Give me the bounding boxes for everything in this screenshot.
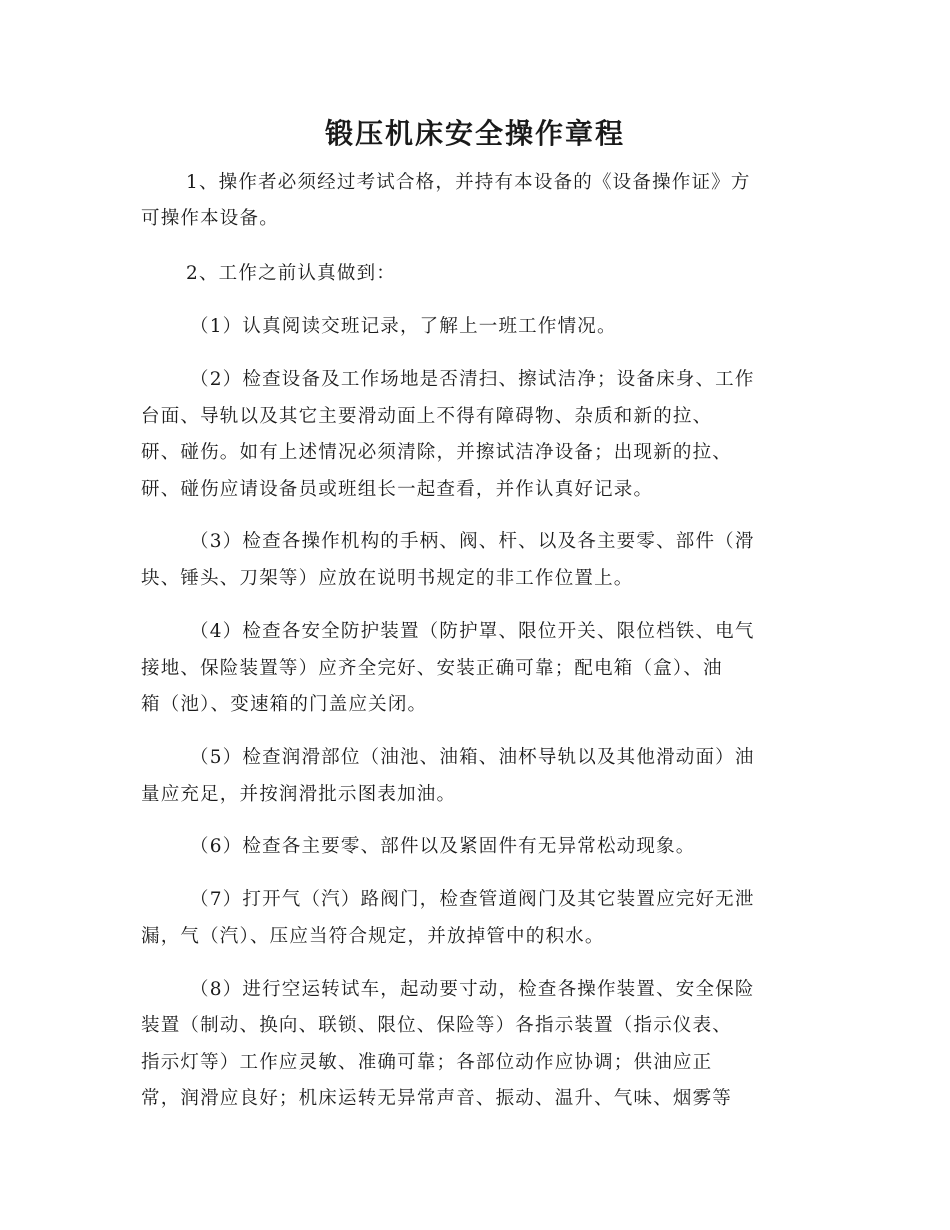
document-title: 锻压机床安全操作章程 xyxy=(324,117,625,150)
paragraph-line: 研、碰伤。如有上述情况必须清除，并擦试洁净设备；出现新的拉、 xyxy=(141,442,733,463)
paragraph-line: 2、工作之前认真做到： xyxy=(186,263,396,284)
paragraph-line: 台面、导轨以及其它主要滑动面上不得有障碍物、杂质和新的拉、 xyxy=(141,406,713,427)
paragraph-line: （1）认真阅读交班记录，了解上一班工作情况。 xyxy=(190,316,617,337)
paragraph-line: 可操作本设备。 xyxy=(141,208,279,229)
paragraph-line: 装置（制动、换向、联锁、限位、保险等）各指示装置（指示仪表、 xyxy=(141,1015,733,1036)
paragraph-line: 箱（池）、变速箱的门盖应关闭。 xyxy=(141,694,428,715)
paragraph-line: 块、锤头、刀架等）应放在说明书规定的非工作位置上。 xyxy=(141,568,634,589)
paragraph-line: 1、操作者必须经过考试合格，并持有本设备的《设备操作证》方 xyxy=(186,172,751,193)
paragraph-line: 常，润滑应良好；机床运转无异常声音、振动、温升、气味、烟雾等 xyxy=(141,1088,733,1109)
paragraph-line: 漏，气（汽）、压应当符合规定，并放掉管中的积水。 xyxy=(141,926,605,947)
paragraph-line: 接地、保险装置等）应齐全完好、安装正确可靠；配电箱（盒）、油 xyxy=(141,658,723,679)
paragraph-line: （2）检查设备及工作场地是否清扫、擦试洁净；设备床身、工作 xyxy=(190,369,755,390)
paragraph-line: （8）进行空运转试车，起动要寸动，检查各操作装置、安全保险 xyxy=(190,979,755,1000)
paragraph-line: （3）检查各操作机构的手柄、阀、杆、以及各主要零、部件（滑 xyxy=(190,531,755,552)
paragraph-line: 量应充足，并按润滑批示图表加油。 xyxy=(141,784,457,805)
paragraph-line: （6）检查各主要零、部件以及紧固件有无异常松动现象。 xyxy=(190,836,696,857)
paragraph-line: 指示灯等）工作应灵敏、准确可靠；各部位动作应协调；供油应正 xyxy=(141,1052,713,1073)
paragraph-line: 研、碰伤应请设备员或班组长一起查看，并作认真好记录。 xyxy=(141,479,654,500)
paragraph-line: （4）检查各安全防护装置（防护罩、限位开关、限位档铁、电气 xyxy=(190,621,755,642)
paragraph-line: （7）打开气（汽）路阀门，检查管道阀门及其它装置应完好无泄 xyxy=(190,889,755,910)
paragraph-line: （5）检查润滑部位（油池、油箱、油杯导轨以及其他滑动面）油 xyxy=(190,747,755,768)
